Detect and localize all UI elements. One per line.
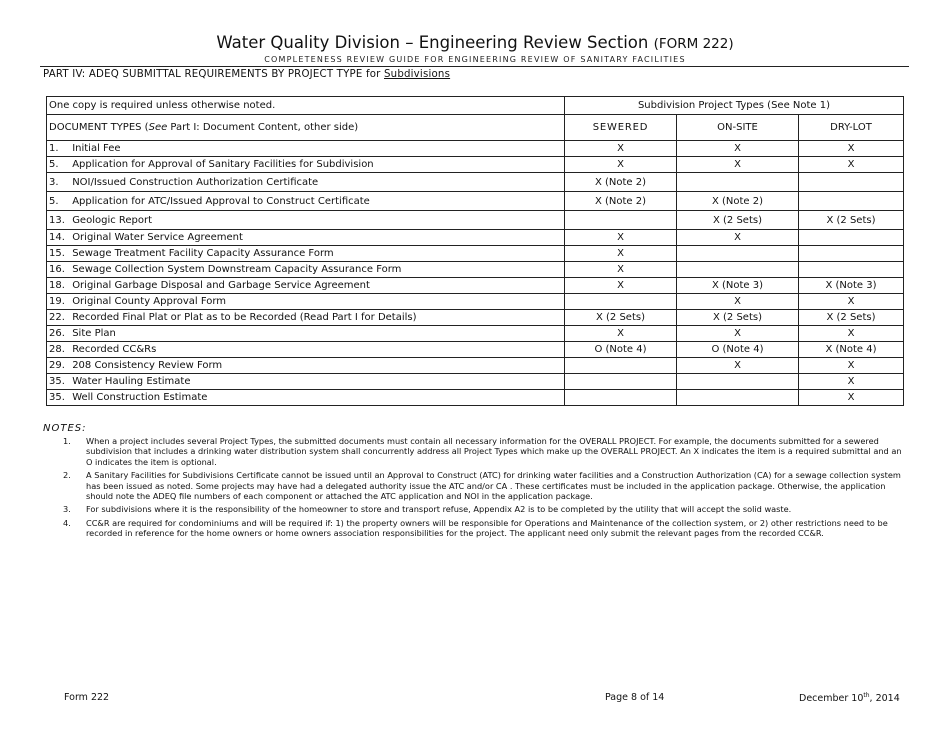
part-heading-text: PART IV: ADEQ SUBMITTAL REQUIREMENTS BY PROJECT TYPE for [43, 69, 384, 80]
document-type-cell [47, 230, 565, 246]
drylot-cell: X [799, 374, 904, 390]
doc-types-see: See [148, 122, 168, 133]
column-header-row [47, 115, 904, 141]
onsite-cell: X (2 Sets) [677, 310, 799, 326]
row-label: Water Hauling Estimate [72, 376, 191, 387]
document-type-cell [47, 246, 565, 262]
row-number: 15. [49, 248, 65, 259]
doc-types-suffix: Part I: Document Content, other side) [167, 122, 359, 133]
col-sewered: SEWERED [565, 115, 677, 141]
note-item [63, 470, 908, 501]
row-number: 5. [49, 159, 59, 170]
sewered-cell [565, 390, 677, 406]
row-number: 22. [49, 312, 65, 323]
document-type-cell [47, 358, 565, 374]
drylot-cell [799, 192, 904, 211]
drylot-cell: X (2 Sets) [799, 310, 904, 326]
onsite-cell: X [677, 230, 799, 246]
document-type-cell [47, 310, 565, 326]
sewered-cell: X [565, 278, 677, 294]
form-tag: (FORM 222) [653, 36, 734, 52]
document-type-cell [47, 262, 565, 278]
footer-date [799, 692, 900, 704]
sewered-cell [565, 374, 677, 390]
drylot-cell: X [799, 326, 904, 342]
table-row [47, 192, 904, 211]
doc-types-prefix: DOCUMENT TYPES ( [49, 122, 149, 133]
document-type-cell [47, 342, 565, 358]
footer-date-year: , 2014 [869, 693, 900, 705]
subdivisions-link: Subdivisions [384, 69, 451, 80]
requirements-table [46, 96, 904, 406]
drylot-cell: X [799, 157, 904, 173]
header-divider [40, 66, 909, 67]
sewered-cell: O (Note 4) [565, 342, 677, 358]
row-label: Application for Approval of Sanitary Facilities for Subdivision [72, 159, 374, 170]
document-type-cell [47, 157, 565, 173]
copy-note: One copy is required unless otherwise noted. [47, 97, 565, 115]
table-row [47, 262, 904, 278]
sewered-cell: X (Note 2) [565, 192, 677, 211]
sewered-cell: X [565, 141, 677, 157]
document-type-cell [47, 326, 565, 342]
row-number: 14. [49, 232, 65, 243]
onsite-cell: X [677, 358, 799, 374]
table-row [47, 294, 904, 310]
sewered-cell: X (2 Sets) [565, 310, 677, 326]
row-label: Geologic Report [72, 214, 153, 226]
row-label: Site Plan [72, 328, 116, 339]
note-number: 3. [63, 504, 71, 515]
sewered-cell: X [565, 230, 677, 246]
onsite-cell: X [677, 141, 799, 157]
document-type-cell [47, 173, 565, 192]
note-text: When a project includes several Project Types, the submitted documents must contain all necessary information for the OVERALL PROJECT. For example, the documents submitted for a sewered subdivision that includes a drinking water distribution system shall concurrently address all Project Types which make up the OVERALL PROJECT. An X indicates the item is a required submittal and an O indicates the item is optional. [86, 436, 902, 467]
table-row [47, 358, 904, 374]
table-row [47, 326, 904, 342]
row-label: Original Garbage Disposal and Garbage Service Agreement [72, 280, 370, 291]
row-label: Recorded Final Plat or Plat as to be Recorded (Read Part I for Details) [72, 312, 417, 323]
note-text: CC&R are required for condominiums and will be required if: 1) the property owners will be responsible for Operations and Maintenance of the collection system, or 2) other restrictions need to be recorded in reference for the home owners or home owners association responsibilities for the project. The applicant need only submit the relevant pages from the recorded CC&R. [86, 517, 888, 539]
drylot-cell: X (2 Sets) [799, 211, 904, 230]
sewered-cell: X [565, 157, 677, 173]
table-row [47, 310, 904, 326]
drylot-cell: X [799, 358, 904, 374]
row-number: 19. [49, 296, 65, 307]
row-label: Application for ATC/Issued Approval to Construct Certificate [72, 195, 370, 207]
notes-list [63, 436, 908, 542]
note-item [63, 518, 908, 539]
drylot-cell: X [799, 141, 904, 157]
table-row [47, 141, 904, 157]
table-row [47, 173, 904, 192]
table-row [47, 278, 904, 294]
onsite-cell: X [677, 326, 799, 342]
drylot-cell [799, 246, 904, 262]
onsite-cell [677, 246, 799, 262]
row-number: 35. [49, 392, 65, 403]
row-label: NOI/Issued Construction Authorization Certificate [72, 176, 319, 188]
onsite-cell [677, 173, 799, 192]
col-drylot: DRY-LOT [799, 115, 904, 141]
table-header-row [47, 97, 904, 115]
sewered-cell: X (Note 2) [565, 173, 677, 192]
note-number: 1. [63, 436, 71, 446]
drylot-cell: X [799, 294, 904, 310]
group-header: Subdivision Project Types (See Note 1) [565, 97, 904, 115]
footer-form: Form 222 [64, 692, 110, 703]
sewered-cell [565, 358, 677, 374]
footer-date-text: December 10 [799, 693, 864, 705]
onsite-cell: X (2 Sets) [677, 211, 799, 230]
sewered-cell: X [565, 262, 677, 278]
onsite-cell: X [677, 294, 799, 310]
row-label: Initial Fee [72, 143, 121, 154]
drylot-cell: X (Note 4) [799, 342, 904, 358]
sewered-cell: X [565, 246, 677, 262]
document-type-cell [47, 374, 565, 390]
table-row [47, 246, 904, 262]
table-row [47, 374, 904, 390]
row-label: Original Water Service Agreement [72, 232, 243, 243]
onsite-cell: X (Note 2) [677, 192, 799, 211]
table-row [47, 211, 904, 230]
drylot-cell: X (Note 3) [799, 278, 904, 294]
doc-types-header [47, 115, 565, 141]
row-label: Sewage Treatment Facility Capacity Assurance Form [72, 248, 334, 259]
drylot-cell: X [799, 390, 904, 406]
document-type-cell [47, 192, 565, 211]
row-number: 3. [49, 176, 59, 188]
document-type-cell [47, 294, 565, 310]
table-row [47, 390, 904, 406]
notes-heading: NOTES: [43, 423, 87, 434]
drylot-cell [799, 262, 904, 278]
sewered-cell [565, 294, 677, 310]
footer-page: Page 8 of 14 [605, 692, 665, 703]
table-row [47, 230, 904, 246]
row-number: 29. [49, 360, 65, 371]
row-label: Original County Approval Form [72, 296, 227, 307]
row-label: Sewage Collection System Downstream Capacity Assurance Form [72, 264, 402, 275]
onsite-cell: X [677, 157, 799, 173]
note-item [63, 504, 908, 514]
table-row [47, 157, 904, 173]
onsite-cell [677, 390, 799, 406]
drylot-cell [799, 230, 904, 246]
note-item [63, 436, 908, 467]
page-subtitle: COMPLETENESS REVIEW GUIDE FOR ENGINEERING REVIEW OF SANITARY FACILITIES [264, 55, 686, 64]
document-type-cell [47, 211, 565, 230]
page-title [0, 33, 950, 52]
onsite-cell [677, 262, 799, 278]
onsite-cell: O (Note 4) [677, 342, 799, 358]
note-number: 4. [63, 517, 71, 528]
sewered-cell [565, 211, 677, 230]
sewered-cell: X [565, 326, 677, 342]
note-text: A Sanitary Facilities for Subdivisions Certificate cannot be issued until an Approval to Construct (ATC) for drinking water facilities and a Construction Authorization (CA) for a sewage collection system has been issued as noted. Some projects may have had a delegated authority issue the ATC and/or CA . These certificates must be included in the application package. Otherwise, the application should note the ADEQ file numbers of each component or attached the ATC application and NOI in the application package. [86, 470, 901, 502]
note-text: For subdivisions where it is the responsibility of the homeowner to store and transport refuse, Appendix A2 is to be completed by the utility that will accept the solid waste. [86, 504, 792, 515]
footer-date-sup: th [863, 692, 870, 699]
row-label: Recorded CC&Rs [72, 344, 157, 355]
row-number: 28. [49, 344, 65, 355]
table-row [47, 342, 904, 358]
onsite-cell: X (Note 3) [677, 278, 799, 294]
document-type-cell [47, 390, 565, 406]
row-number: 1. [49, 143, 59, 154]
part-heading [43, 69, 450, 80]
row-number: 26. [49, 328, 65, 339]
title-text: Water Quality Division – Engineering Review Section [216, 33, 649, 52]
row-number: 35. [49, 376, 65, 387]
row-label: 208 Consistency Review Form [72, 360, 223, 371]
row-number: 18. [49, 280, 65, 291]
row-number: 5. [49, 195, 59, 207]
document-type-cell [47, 278, 565, 294]
onsite-cell [677, 374, 799, 390]
col-onsite: ON-SITE [677, 115, 799, 141]
document-type-cell [47, 141, 565, 157]
row-number: 13. [49, 214, 65, 226]
row-label: Well Construction Estimate [72, 392, 208, 403]
drylot-cell [799, 173, 904, 192]
row-number: 16. [49, 264, 65, 275]
note-number: 2. [63, 470, 71, 481]
